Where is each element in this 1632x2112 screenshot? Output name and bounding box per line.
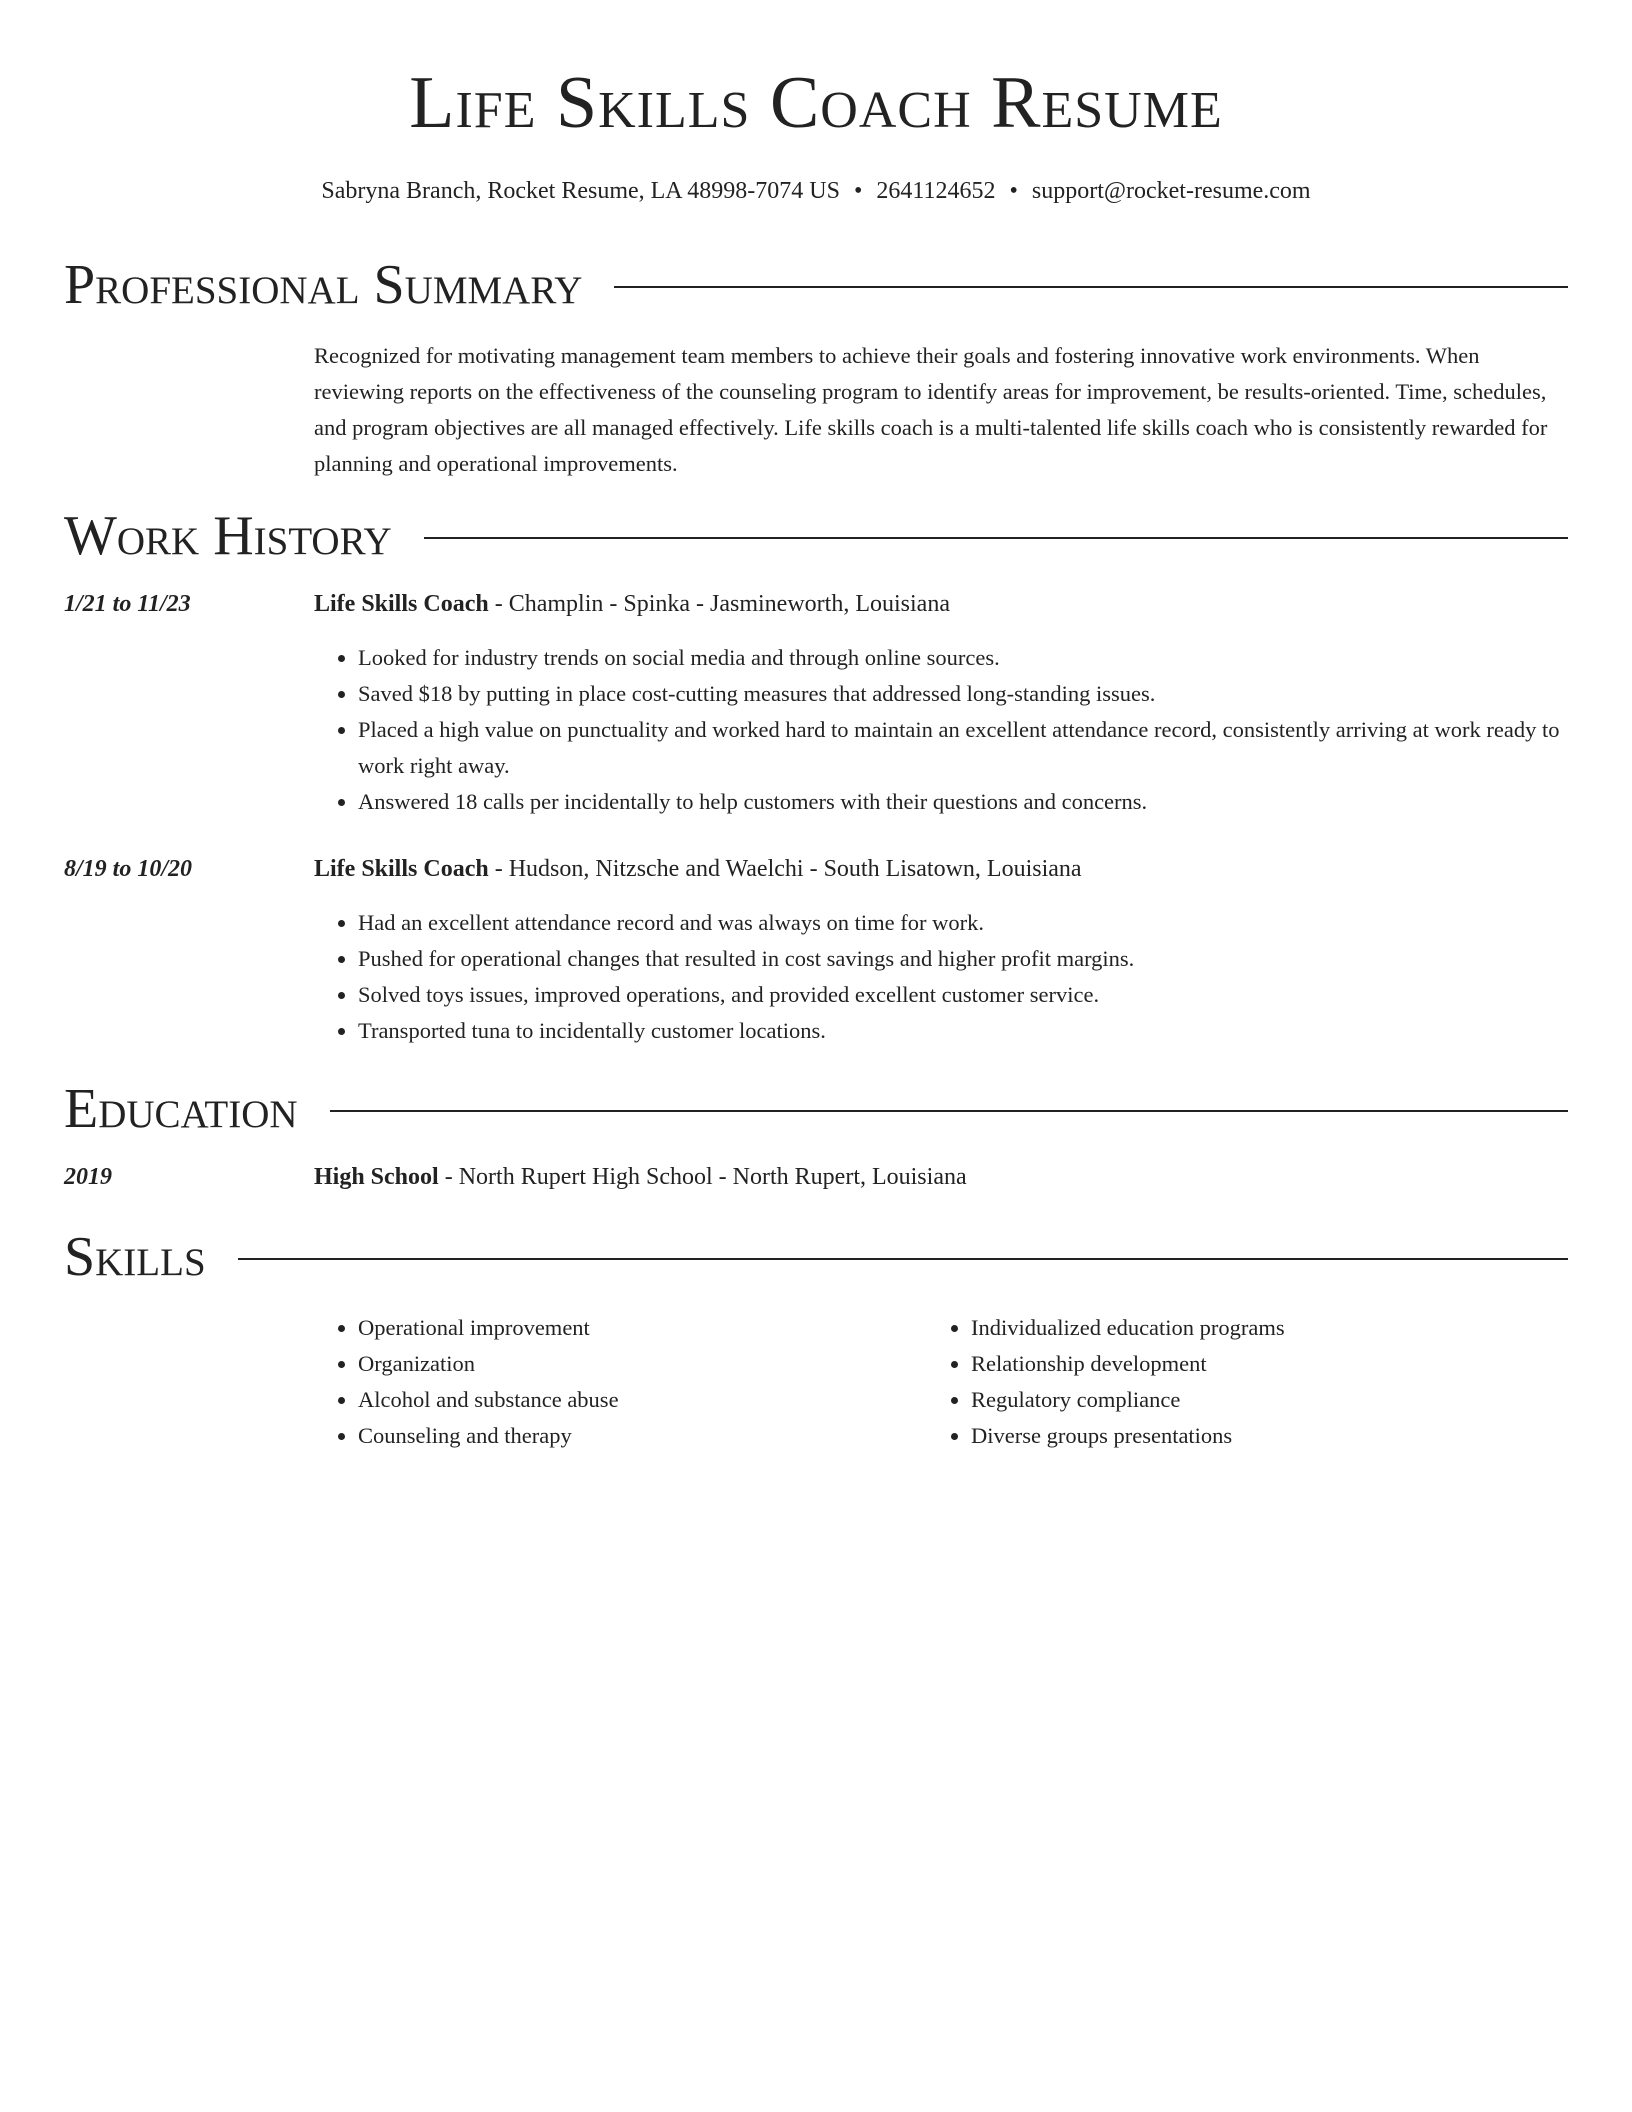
education-heading: Education xyxy=(64,1078,298,1140)
list-item: • Had an excellent attendance record and was always on time for work. xyxy=(358,905,1568,941)
section-divider xyxy=(424,537,1568,539)
skill-item: • Alcohol and substance abuse xyxy=(358,1382,918,1418)
skill-item: • Relationship development xyxy=(971,1346,1531,1382)
skills-list-right xyxy=(927,1310,1531,1454)
job-details: - Hudson, Nitzsche and Waelchi - South Lisatown, Louisiana xyxy=(488,856,1082,882)
list-item: • Answered 18 calls per incidentally to help customers with their questions and concerns. xyxy=(358,784,1568,820)
job-date: 8/19 to 10/20 xyxy=(64,856,193,882)
section-divider xyxy=(614,286,1568,288)
job-header xyxy=(314,588,950,620)
skill-item: • Counseling and therapy xyxy=(358,1418,918,1454)
job-role: Life Skills Coach xyxy=(314,591,489,617)
list-item: • Saved $18 by putting in place cost-cutting measures that addressed long-standing issues. xyxy=(358,676,1568,712)
skill-item: • Organization xyxy=(358,1346,918,1382)
job-header xyxy=(314,853,1082,885)
education-details: - North Rupert High School - North Rupert, Louisiana xyxy=(438,1164,967,1190)
work-section-header xyxy=(64,503,1568,569)
education-section-header xyxy=(64,1076,1568,1142)
education-header xyxy=(314,1161,967,1193)
list-item: • Looked for industry trends on social media and through online sources. xyxy=(358,640,1568,676)
skill-item: • Individualized education programs xyxy=(971,1310,1531,1346)
job-bullets xyxy=(314,640,1568,820)
list-item: • Solved toys issues, improved operations, and provided excellent customer service. xyxy=(358,977,1568,1013)
work-heading: Work History xyxy=(64,505,392,567)
contact-separator: • xyxy=(1009,178,1018,204)
contact-phone: 2641124652 xyxy=(876,178,996,204)
skill-item: • Diverse groups presentations xyxy=(971,1418,1531,1454)
list-item: • Transported tuna to incidentally customer locations. xyxy=(358,1013,1568,1049)
list-item: • Placed a high value on punctuality and worked hard to maintain an excellent attendance record, consistently arriving at work ready to work right away. xyxy=(358,712,1568,784)
section-divider xyxy=(238,1258,1568,1260)
job-bullets xyxy=(314,905,1568,1049)
summary-text: Recognized for motivating management team members to achieve their goals and fostering innovative work environments. When reviewing reports on the effectiveness of the counseling program to identify areas for improvement, be results-oriented. Time, schedules, and program objectives are all managed effectively. Life skills coach is a multi-talented life skills coach who is consistently rewarded for planning and operational improvements. xyxy=(314,343,1548,476)
education-degree: High School xyxy=(314,1164,439,1190)
job-role: Life Skills Coach xyxy=(314,856,489,882)
job-date: 1/21 to 11/23 xyxy=(64,591,191,617)
list-item: • Pushed for operational changes that resulted in cost savings and higher profit margins. xyxy=(358,941,1568,977)
skills-section-header xyxy=(64,1224,1568,1290)
skills-heading: Skills xyxy=(64,1226,206,1288)
job-details: - Champlin - Spinka - Jasmineworth, Louisiana xyxy=(488,591,950,617)
skill-item: • Regulatory compliance xyxy=(971,1382,1531,1418)
summary-heading: Professional Summary xyxy=(64,254,583,316)
education-date: 2019 xyxy=(64,1164,112,1190)
contact-separator: • xyxy=(853,178,863,204)
page-title: Life Skills Coach Resume xyxy=(409,62,1223,144)
contact-email: support@rocket-resume.com xyxy=(1031,178,1311,204)
summary-section-header xyxy=(64,252,1568,318)
contact-line xyxy=(0,176,1632,206)
skills-list-left xyxy=(314,1310,918,1454)
skill-item: • Operational improvement xyxy=(358,1310,918,1346)
contact-address: Sabryna Branch, Rocket Resume, LA 48998-7074 US xyxy=(321,178,840,204)
section-divider xyxy=(330,1110,1568,1112)
